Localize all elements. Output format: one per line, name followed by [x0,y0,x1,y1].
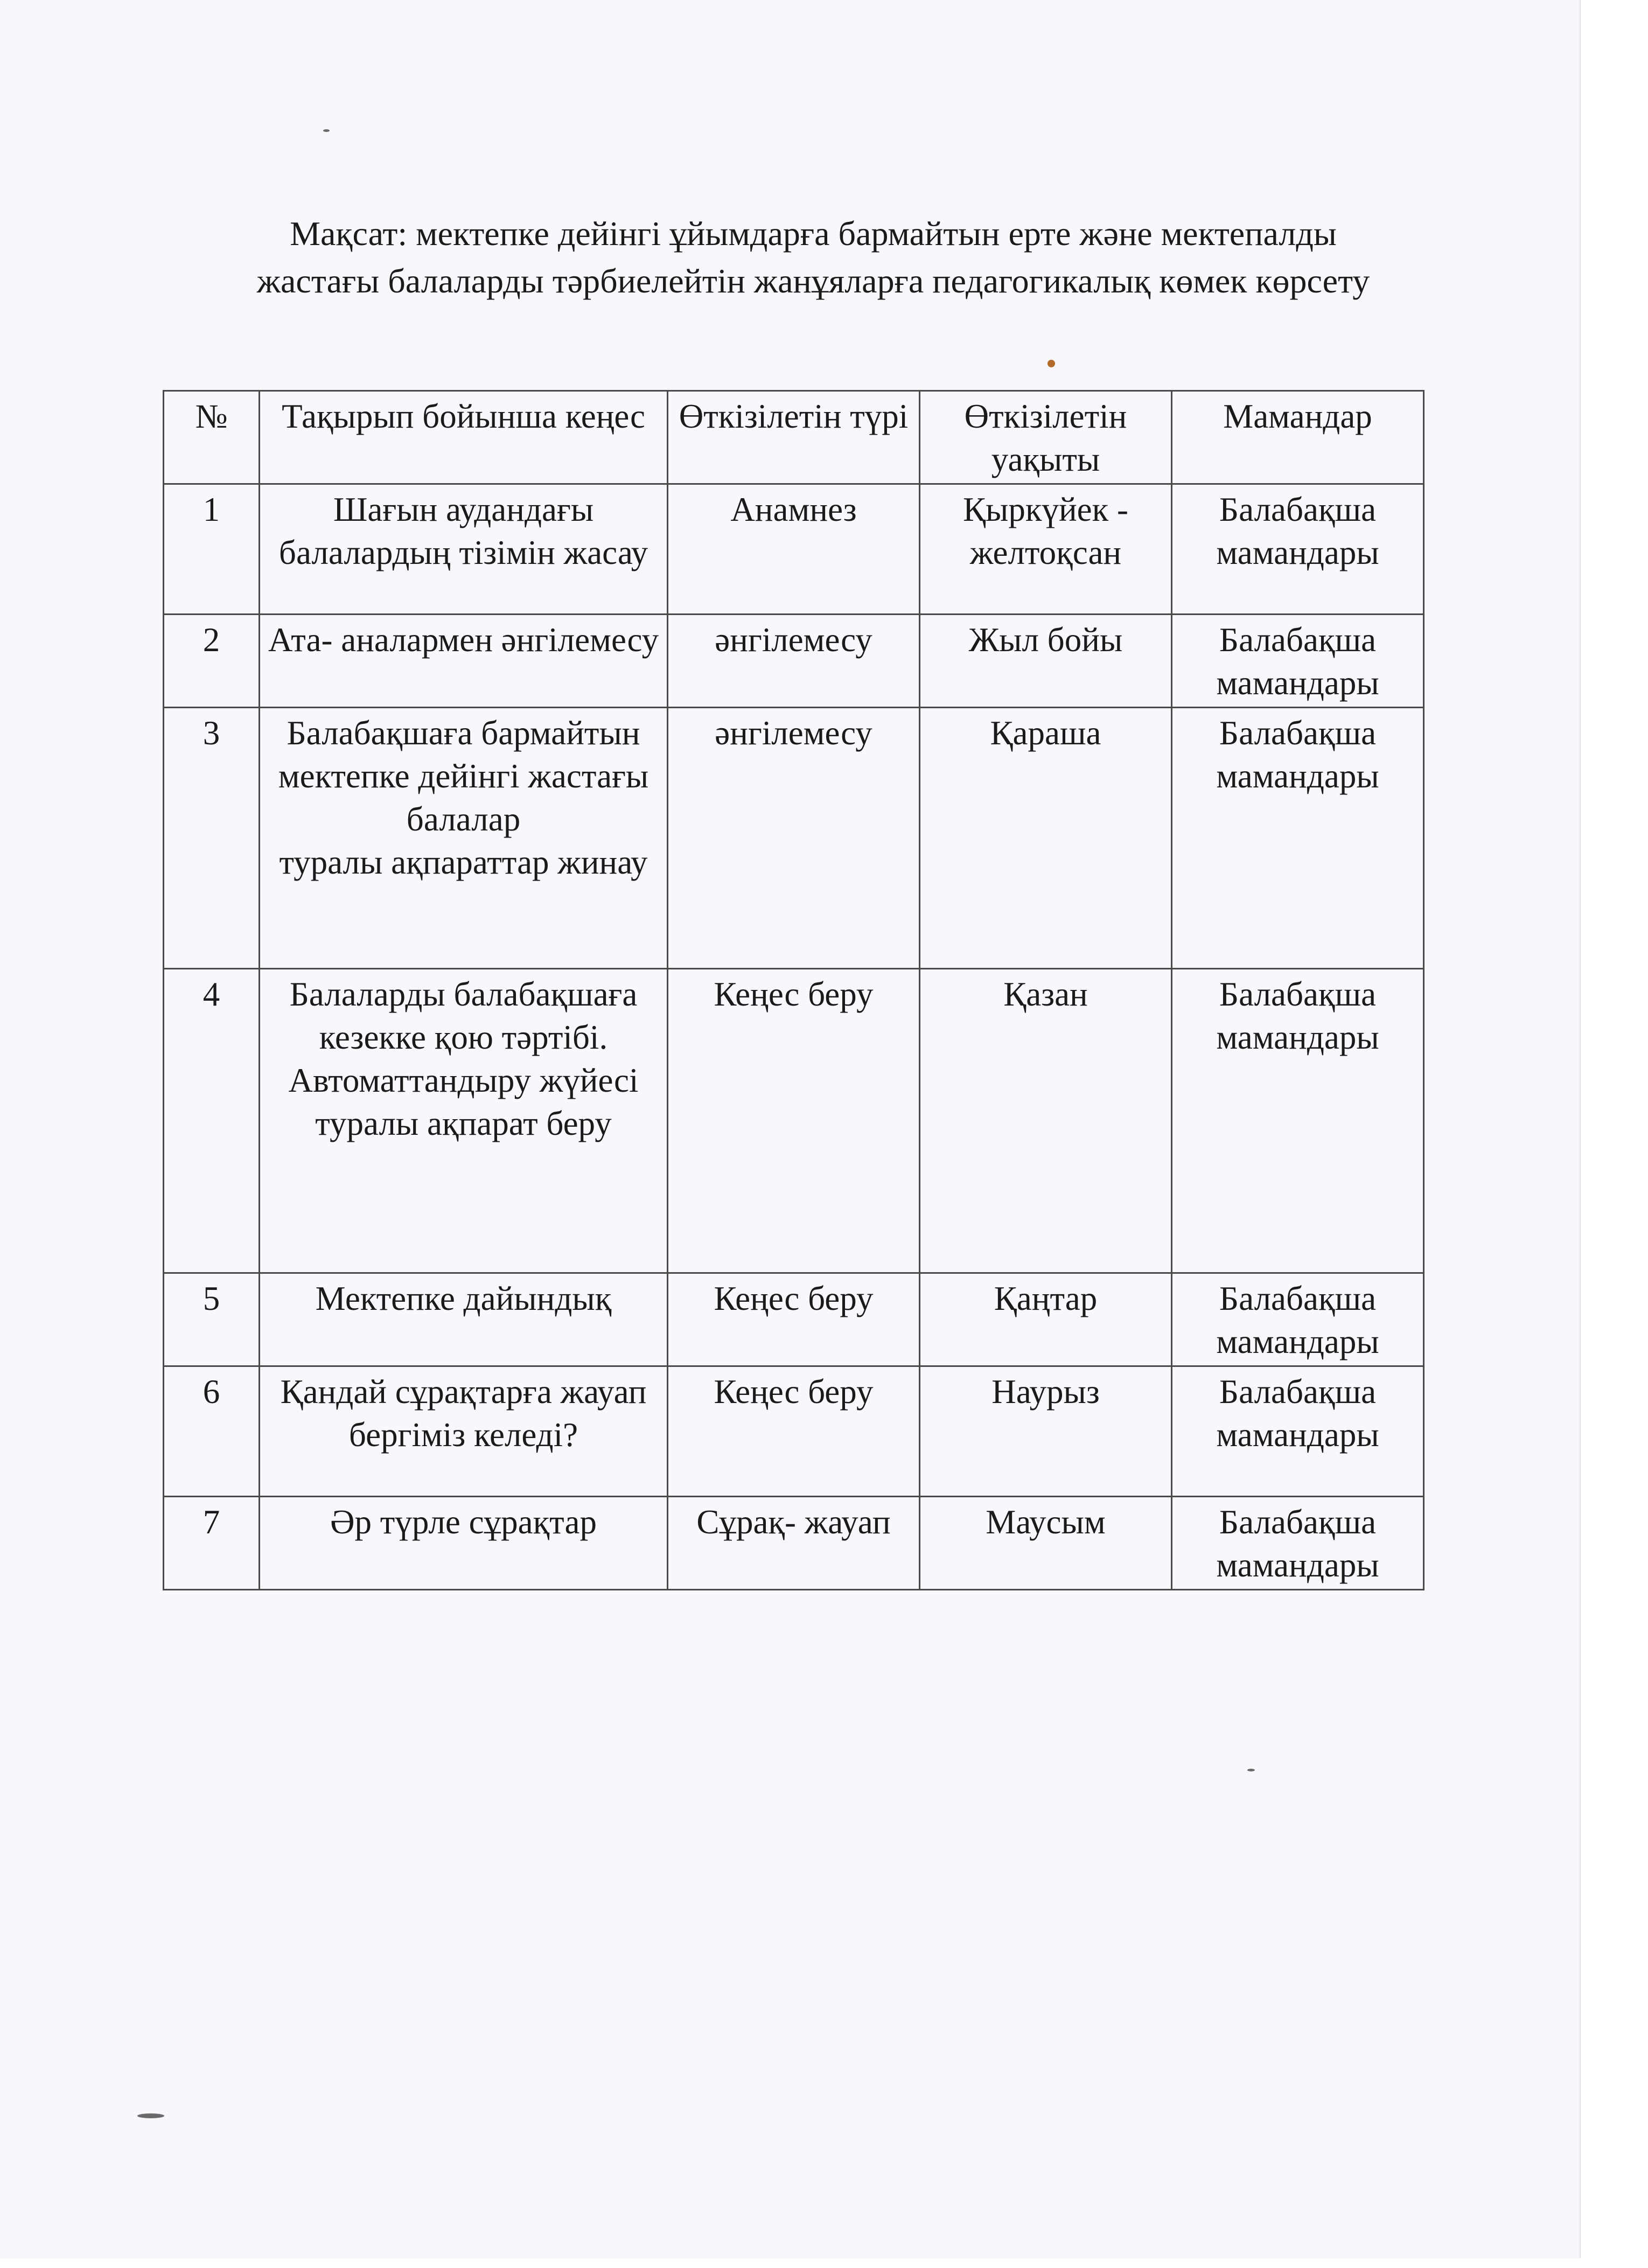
row-topic: Балаларды балабақшаға кезекке қою тәртібі. Автоматтандыру жүйесі туралы ақпарат беру [260,969,668,1273]
table-header-row [164,391,1424,484]
header-type: Өткізілетін түрі [668,391,920,484]
row-staff: Балабақша мамандары [1172,484,1424,615]
row-time: Қараша [920,708,1172,969]
row-time: Қыркүйек - желтоқсан [920,484,1172,615]
table-row [164,1366,1424,1497]
row-number: 4 [164,969,260,1273]
row-type: Кеңес беру [668,1366,920,1497]
scan-speck [323,129,330,132]
scan-bottom-edge [0,2258,1648,2268]
table-row [164,708,1424,969]
row-staff: Балабақша мамандары [1172,1273,1424,1366]
row-staff: Балабақша мамандары [1172,969,1424,1273]
row-number: 7 [164,1497,260,1590]
scan-speck [1048,360,1055,367]
consultation-plan-table [163,390,1424,1590]
row-topic: Балабақшаға бармайтын мектепке дейінгі жастағы балалар туралы ақпараттар жинау [260,708,668,969]
row-time: Қазан [920,969,1172,1273]
row-type: әнгілемесу [668,708,920,969]
row-number: 6 [164,1366,260,1497]
row-type: Кеңес беру [668,969,920,1273]
row-time: Жыл бойы [920,615,1172,708]
scan-speck [137,2113,164,2118]
row-topic: Мектепке дайындық [260,1273,668,1366]
row-number: 1 [164,484,260,615]
row-number: 5 [164,1273,260,1366]
row-staff: Балабақша мамандары [1172,708,1424,969]
table-row [164,484,1424,615]
table-row [164,969,1424,1273]
row-time: Қаңтар [920,1273,1172,1366]
row-time: Наурыз [920,1366,1172,1497]
row-topic: Қандай сұрақтарға жауап бергіміз келеді? [260,1366,668,1497]
title-line-2: жастағы балаларды тәрбиелейтін жанұяларға педагогикалық көмек көрсету [256,262,1370,300]
table-row [164,1273,1424,1366]
header-topic: Тақырып бойынша кеңес [260,391,668,484]
row-staff: Балабақша мамандары [1172,1497,1424,1590]
row-number: 3 [164,708,260,969]
table-row [164,615,1424,708]
header-number: № [164,391,260,484]
table-row [164,1497,1424,1590]
row-type: әнгілемесу [668,615,920,708]
scan-page-edge [1580,0,1648,2268]
row-topic: Әр түрле сұрақтар [260,1497,668,1590]
row-staff: Балабақша мамандары [1172,1366,1424,1497]
row-topic: Ата- аналармен әнгілемесу [260,615,668,708]
scan-speck [1247,1769,1255,1771]
row-type: Анамнез [668,484,920,615]
row-topic: Шағын аудандағы балалардың тізімін жасау [260,484,668,615]
row-type: Сұрақ- жауап [668,1497,920,1590]
row-staff: Балабақша мамандары [1172,615,1424,708]
row-type: Кеңес беру [668,1273,920,1366]
row-number: 2 [164,615,260,708]
row-time: Маусым [920,1497,1172,1590]
document-title [108,210,1519,305]
title-line-1: Мақсат: мектепке дейінгі ұйымдарға бармайтын ерте және мектепалды [290,214,1337,253]
header-staff: Мамандар [1172,391,1424,484]
header-time: Өткізілетін уақыты [920,391,1172,484]
